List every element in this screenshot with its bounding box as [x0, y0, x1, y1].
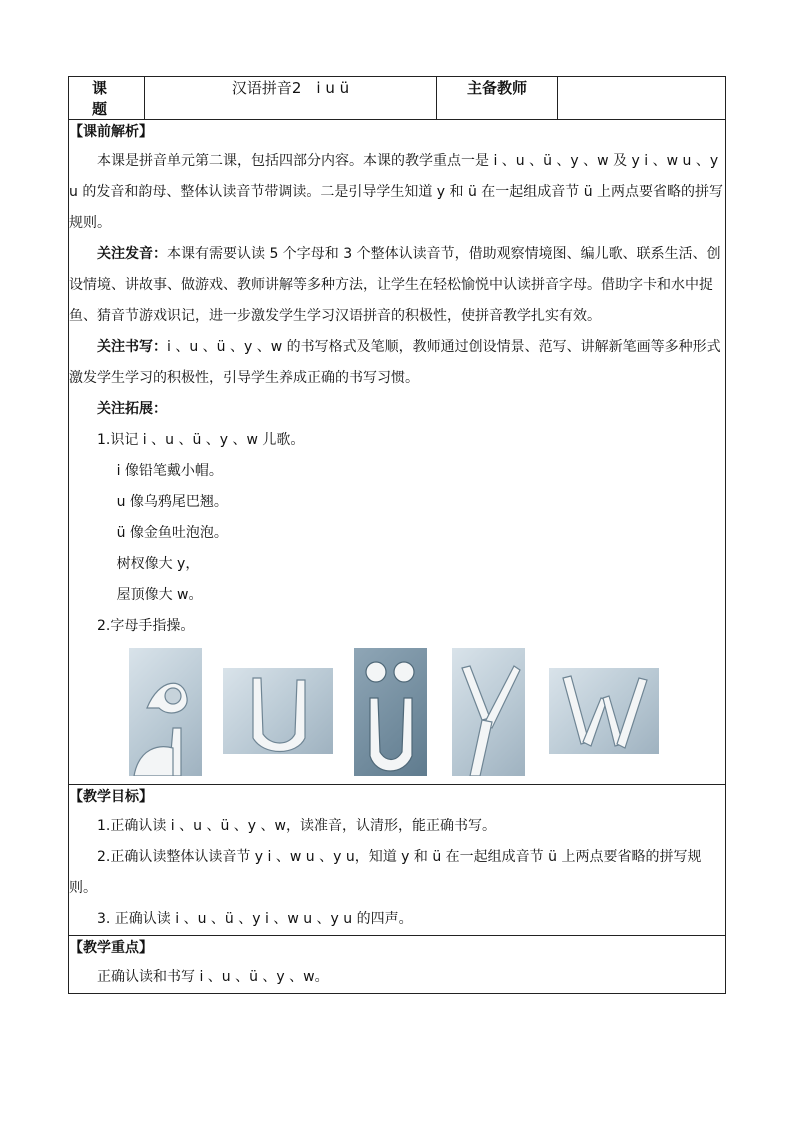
goal-item: 3. 正确认读 i 、u 、ü 、y i 、w u 、y u 的四声。 [97, 911, 413, 927]
focus-text: 正确认读和书写 i 、u 、ü 、y 、w。 [97, 969, 329, 985]
goals-row [69, 785, 726, 936]
topic-title: 汉语拼音2 i u ü [145, 77, 437, 120]
goal-item: 1.正确认读 i 、u 、ü 、y 、w，读准音，认清形，能正确书写。 [97, 818, 496, 834]
writing-text: i 、u 、ü 、y 、w 的书写格式及笔顺，教师通过创设情景、范写、讲解新笔画等多种形式激发学生学习的积极性，引导学生养成正确的书写习惯。 [69, 339, 721, 386]
focus-row [69, 936, 726, 994]
hand-gesture-u-photo [223, 668, 333, 754]
focus-title: 【教学重点】 [69, 940, 153, 956]
expansion-item-1: 1.识记 i 、u 、ü 、y 、w 儿歌。 [97, 432, 305, 448]
focus-section [69, 936, 726, 994]
expansion-label: 关注拓展： [97, 401, 167, 417]
topic-label: 课 题 [69, 77, 145, 120]
hand-gesture-u-umlaut-photo [354, 648, 427, 776]
analysis-title: 【课前解析】 [69, 124, 153, 140]
goals-title: 【教学目标】 [69, 789, 153, 805]
analysis-intro: 本课是拼音单元第二课，包括四部分内容。本课的教学重点一是 i 、u 、ü 、y 、w 及 y i 、w u 、y u 的发音和韵母、整体认读音节带调读。二是引导学生知道 y 和 ü 在一起组成音节 ü 上两点要省略的拼写规则。 [69, 153, 724, 231]
pronunciation-paragraph [69, 239, 725, 332]
hand-gesture-i-photo [129, 648, 202, 776]
writing-paragraph [69, 332, 725, 394]
rhyme-line: u 像乌鸦尾巴翘。 [116, 494, 228, 510]
teacher-label: 主备教师 [437, 77, 558, 120]
teacher-value [558, 77, 726, 120]
goals-section [69, 785, 726, 936]
writing-label: 关注书写： [97, 339, 167, 355]
hand-gesture-y-photo [452, 648, 525, 776]
rhyme-line: 树杈像大 y， [116, 556, 200, 572]
analysis-row [69, 120, 726, 785]
lesson-plan [68, 76, 725, 994]
rhyme-line: ü 像金鱼吐泡泡。 [116, 525, 228, 541]
pronunciation-label: 关注发音： [97, 246, 167, 262]
expansion-item-2: 2.字母手指操。 [97, 618, 195, 634]
expansion-paragraph [69, 394, 725, 425]
pronunciation-text: 本课有需要认读 5 个字母和 3 个整体认读音节，借助观察情境图、编儿歌、联系生活、创设情境、讲故事、做游戏、教师讲解等多种方法，让学生在轻松愉悦中认读拼音字母。借助字卡和水中捉鱼、猜音节游戏识记，进一步激发学生学习汉语拼音的积极性，使拼音教学扎实有效。 [69, 246, 721, 324]
rhyme-line: i 像铅笔戴小帽。 [116, 463, 223, 479]
lesson-table [68, 76, 726, 994]
analysis-section [69, 120, 726, 785]
finger-gesture-photos [69, 648, 725, 784]
rhyme-line: 屋顶像大 w。 [116, 587, 203, 603]
goal-item: 2.正确认读整体认读音节 y i 、w u 、y u，知道 y 和 ü 在一起组成音节 ü 上两点要省略的拼写规则。 [69, 849, 702, 896]
header-row [69, 77, 726, 120]
hand-gesture-w-photo [549, 668, 659, 754]
